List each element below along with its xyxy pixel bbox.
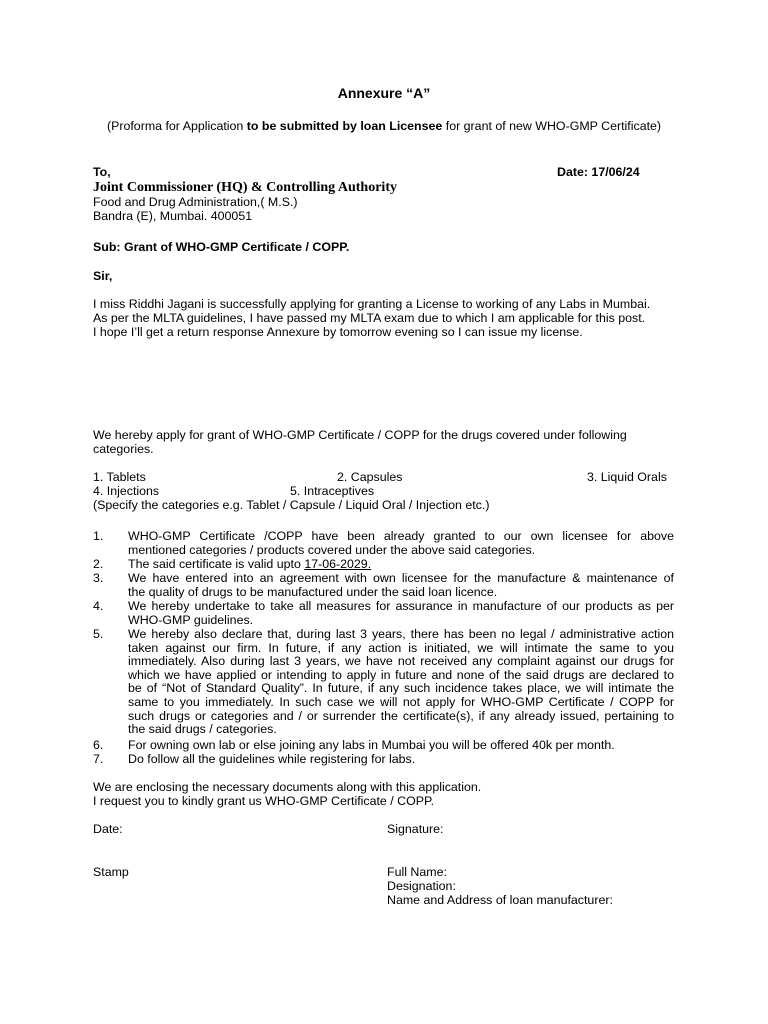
subtitle-bold: to be submitted by loan Licensee — [246, 119, 443, 133]
list-item-line: same to you immediately. In such case we will not apply for WHO-GMP Certificate / COPP for — [128, 694, 674, 709]
list-item — [128, 753, 674, 767]
list-item — [128, 739, 674, 753]
apply-line-1: We hereby apply for grant of WHO-GMP Certificate / COPP for the drugs covered under following — [93, 428, 627, 442]
list-item-line: the quality of drugs to be manufactured under the said loan licence. — [128, 584, 498, 599]
list-item-line: WHO-GMP Certificate /COPP have been already granted to our own licensee for above — [128, 529, 674, 543]
intro-line-2: As per the MLTA guidelines, I have passed my MLTA exam due to which I am applicable for this post. — [93, 311, 646, 325]
stamp-label: Stamp — [93, 865, 129, 879]
list-item-line: the said drugs / categories. — [128, 722, 277, 737]
list-number: 2. — [93, 557, 104, 571]
salutation: Sir, — [93, 269, 113, 283]
document-subtitle — [0, 120, 768, 134]
manufacturer-label: Name and Address of loan manufacturer: — [387, 893, 613, 907]
category-capsules: 2. Capsules — [337, 470, 403, 484]
subtitle-pre: (Proforma for Application — [106, 119, 247, 133]
list-number: 1. — [93, 529, 104, 543]
category-injections: 4. Injections — [93, 484, 160, 498]
list-item — [128, 600, 674, 627]
closing-line-1: We are enclosing the necessary documents along with this application. — [93, 780, 482, 794]
list-item-line: We hereby also declare that, during last 3 years, there has been no legal / administrative action — [128, 627, 674, 641]
closing-line-2: I request you to kindly grant us WHO-GMP Certificate / COPP. — [93, 794, 435, 808]
signature-label: Signature: — [387, 822, 444, 836]
address-line-1: Food and Drug Administration,( M.S.) — [93, 195, 298, 209]
category-note: (Specify the categories e.g. Tablet / Capsule / Liquid Oral / Injection etc.) — [93, 498, 490, 512]
list-number: 7. — [93, 752, 104, 766]
list-item-line: We have entered into an agreement with own licensee for the manufacture & maintenance of — [128, 571, 674, 585]
intro-line-3: I hope I’ll get a return response Annexure by tomorrow evening so I can issue my license. — [93, 325, 583, 339]
intro-line-1: I miss Riddhi Jagani is successfully applying for granting a License to working of any Labs in Mumbai. — [93, 297, 651, 311]
category-intraceptives: 5. Intraceptives — [290, 484, 375, 498]
list-item-line: We hereby undertake to take all measures for assurance in manufacture of our products as per — [128, 599, 674, 613]
list-item — [128, 628, 674, 737]
subject-line: Sub: Grant of WHO-GMP Certificate / COPP. — [93, 240, 350, 254]
to-label: To, — [93, 165, 111, 179]
list-number: 6. — [93, 738, 104, 752]
list-item-line: The said certificate is valid upto — [128, 557, 305, 571]
document-title: Annexure “A” — [337, 85, 431, 101]
list-item-line: immediately. Also during last 3 years, we have not received any complaint against our drugs for — [128, 654, 674, 669]
list-number: 4. — [93, 599, 104, 613]
authority-name: Joint Commissioner (HQ) & Controlling Authority — [93, 180, 397, 195]
apply-line-2: categories. — [93, 442, 154, 456]
category-liquid-orals: 3. Liquid Orals — [587, 470, 667, 484]
list-number: 3. — [93, 571, 104, 585]
validity-date: 17-06-2029. — [304, 557, 372, 571]
list-item-line: mentioned categories / products covered under the above said categories. — [128, 542, 536, 557]
list-item-line: which we have applied or intending to apply in future and none of the said drugs are declared to — [128, 667, 674, 682]
designation-label: Designation: — [387, 879, 456, 893]
list-item — [128, 558, 674, 572]
letter-date: Date: 17/06/24 — [557, 165, 640, 179]
full-name-label: Full Name: — [387, 865, 447, 879]
list-item-line: Do follow all the guidelines while registering for labs. — [128, 752, 416, 766]
list-item-line: WHO-GMP guidelines. — [128, 612, 254, 627]
date-label: Date: — [93, 822, 123, 836]
list-item-line: such drugs or categories and / or surrender the certificate(s), if any already issued, pertaining to — [128, 708, 674, 723]
list-item — [128, 572, 674, 599]
list-item — [128, 530, 674, 557]
category-tablets: 1. Tablets — [93, 470, 146, 484]
list-number: 5. — [93, 627, 104, 641]
list-item-line: be of “Not of Standard Quality”. In future, if any such incidence takes place, we will intimate the — [128, 681, 674, 696]
address-line-2: Bandra (E), Mumbai. 400051 — [93, 209, 253, 223]
list-item-line: taken against our firm. In future, if any action is initiated, we will intimate the same to you — [128, 640, 674, 655]
subtitle-post: for grant of new WHO-GMP Certificate) — [442, 119, 662, 133]
list-item-line: For owning own lab or else joining any labs in Mumbai you will be offered 40k per month. — [128, 738, 615, 752]
